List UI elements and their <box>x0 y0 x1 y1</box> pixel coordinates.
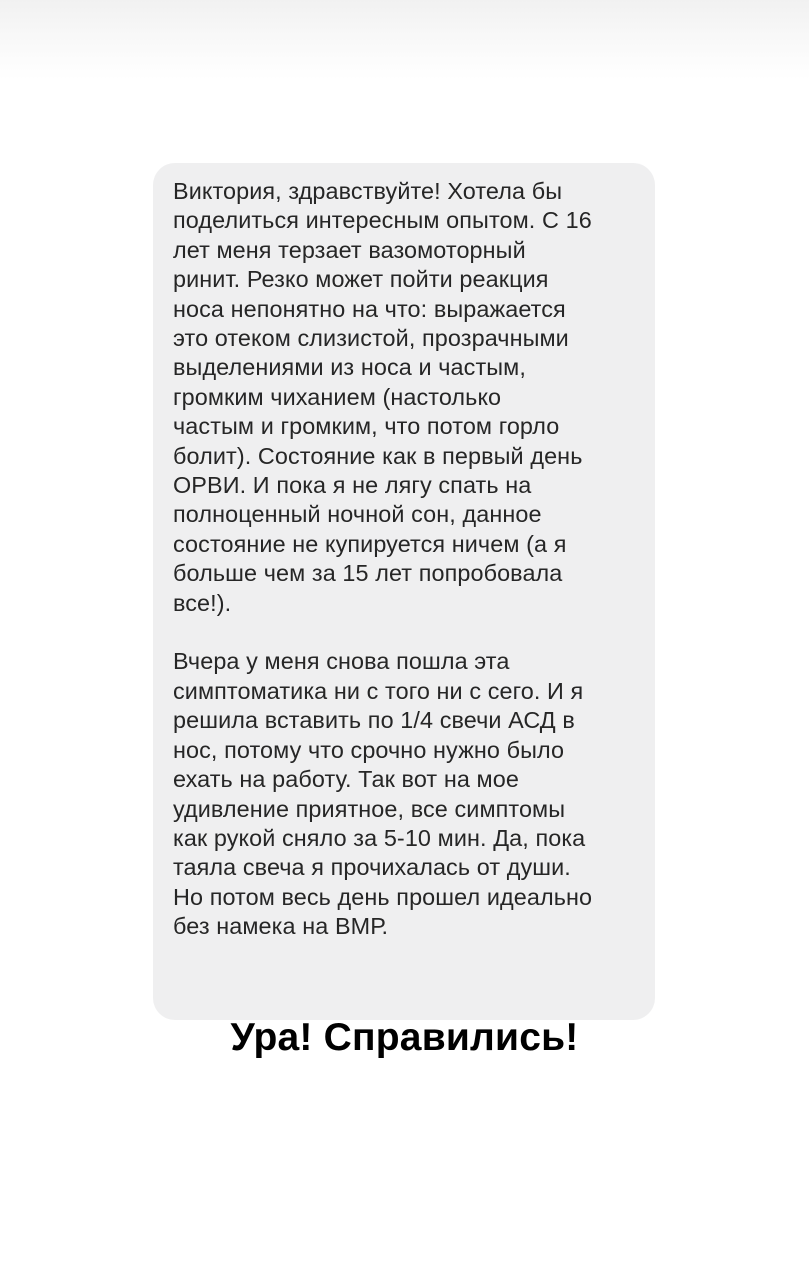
message-line: без намека на ВМР. <box>173 913 389 940</box>
paragraph-gap <box>173 618 635 647</box>
message-line: поделиться интересным опытом. С 16 <box>173 207 592 234</box>
message-line: лет меня терзает вазомоторный <box>173 236 526 263</box>
top-shade <box>0 0 809 80</box>
message-line: все!). <box>173 589 232 616</box>
message-line: Вчера у меня снова пошла эта <box>173 648 510 675</box>
message-line: состояние не купируется ничем (а я <box>173 530 567 557</box>
message-line: болит). Состояние как в первый день <box>173 442 583 469</box>
message-line: ехать на работу. Так вот на мое <box>173 766 519 793</box>
message-line: громким чиханием (настолько <box>173 383 502 410</box>
message-line: Виктория, здравствуйте! Хотела бы <box>173 178 563 204</box>
message-paragraph-1 <box>173 177 635 618</box>
message-line: выделениями из носа и частым, <box>173 354 526 381</box>
caption-text: Ура! Справились! <box>230 1016 579 1059</box>
message-line: симптоматика ни с того ни с сего. И я <box>173 677 584 704</box>
message-paragraph-2 <box>173 647 635 941</box>
message-line: нос, потому что срочно нужно было <box>173 736 565 763</box>
message-line: ринит. Резко может пойти реакция <box>173 266 549 293</box>
message-line: больше чем за 15 лет попробовала <box>173 560 563 587</box>
message-line: как рукой сняло за 5-10 мин. Да, пока <box>173 824 586 851</box>
message-line: частым и громким, что потом горло <box>173 413 560 440</box>
message-line: носа непонятно на что: выражается <box>173 295 566 322</box>
message-line: Но потом весь день прошел идеально <box>173 883 593 910</box>
message-line: решила вставить по 1/4 свечи АСД в <box>173 707 575 734</box>
message-line: удивление приятное, все симптомы <box>173 795 566 822</box>
message-line: таяла свеча я прочихалась от души. <box>173 854 571 881</box>
message-line: полноценный ночной сон, данное <box>173 501 542 528</box>
message-line: это отеком слизистой, прозрачными <box>173 325 569 352</box>
message-line: ОРВИ. И пока я не лягу спать на <box>173 472 532 499</box>
message-bubble[interactable] <box>153 163 655 1020</box>
